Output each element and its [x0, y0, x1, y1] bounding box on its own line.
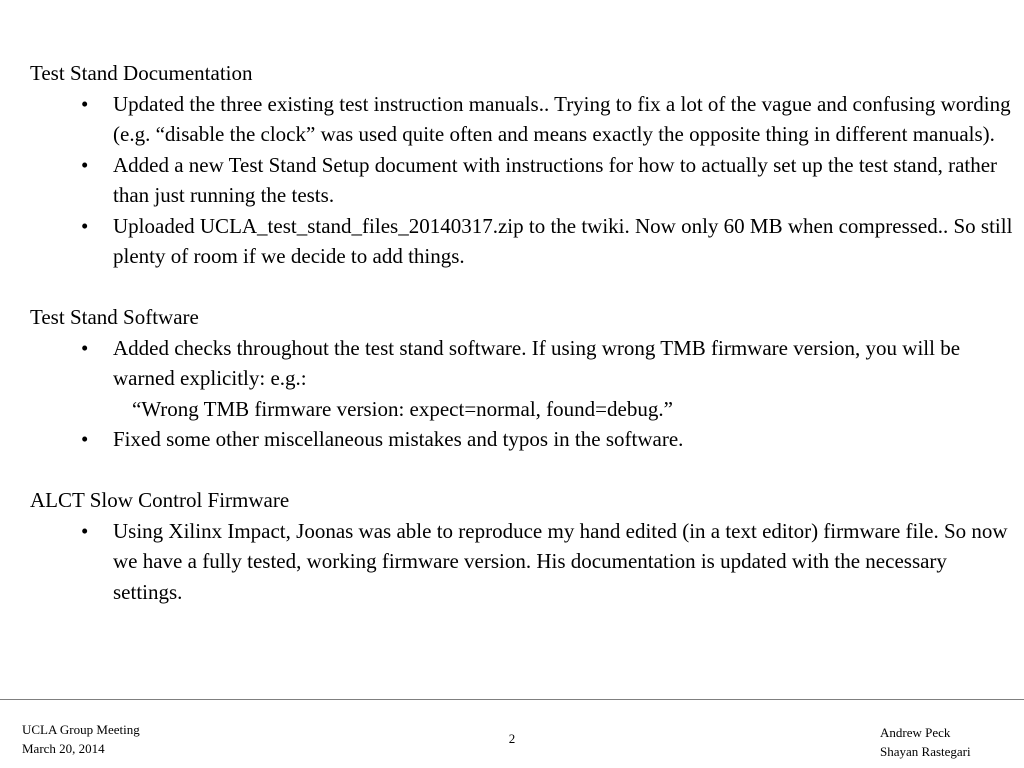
bullet-text: Using Xilinx Impact, Joonas was able to reproduce my hand edited (in a text editor) firmware file. So now we have a fully tested, working firmware version. His documentation is updated with the necessary settings. — [113, 518, 1008, 604]
slide-body — [30, 58, 1015, 607]
bullet-marker: • — [81, 213, 89, 238]
bullet-item — [30, 211, 1015, 272]
bullet-item — [30, 516, 1015, 608]
bullet-list — [30, 333, 1015, 455]
bullet-marker: • — [81, 518, 89, 543]
section-heading: ALCT Slow Control Firmware — [30, 488, 290, 512]
bullet-text: Updated the three existing test instruction manuals.. Trying to fix a lot of the vague and confusing wording (e.g. “disable the clock” was used quite often and means exactly the opposite thing in different manuals). — [113, 91, 1011, 146]
bullet-text: Added a new Test Stand Setup document with instructions for how to actually set up the test stand, rather than just running the tests. — [113, 152, 998, 207]
footer-divider — [0, 699, 1024, 700]
bullet-item — [30, 424, 1015, 455]
page-number: 2 — [508, 731, 516, 746]
section-heading: Test Stand Software — [30, 305, 199, 329]
section-test-stand-software — [30, 302, 1015, 455]
footer-author: Shayan Rastegari — [880, 744, 971, 759]
bullet-item — [30, 150, 1015, 211]
footer-meeting-name: UCLA Group Meeting — [22, 722, 140, 737]
footer-date: March 20, 2014 — [22, 741, 105, 756]
bullet-list — [30, 516, 1015, 608]
section-test-stand-documentation — [30, 58, 1015, 272]
footer-meeting-info — [22, 720, 140, 758]
footer-authors — [880, 723, 971, 761]
section-alct-slow-control-firmware — [30, 485, 1015, 607]
bullet-item — [30, 89, 1015, 150]
bullet-text: Added checks throughout the test stand software. If using wrong TMB firmware version, you will be warned explicitly: e.g.: — [113, 335, 961, 390]
bullet-marker: • — [81, 152, 89, 177]
bullet-marker: • — [81, 335, 89, 360]
bullet-text: Fixed some other miscellaneous mistakes and typos in the software. — [113, 427, 684, 451]
bullet-marker: • — [81, 427, 89, 451]
bullet-list — [30, 89, 1015, 272]
bullet-text: Uploaded UCLA_test_stand_files_20140317.zip to the twiki. Now only 60 MB when compressed.. So still plenty of room if we decide to add things. — [113, 213, 1013, 268]
bullet-item — [30, 333, 1015, 425]
quoted-warning-message: “Wrong TMB firmware version: expect=normal, found=debug.” — [132, 396, 673, 421]
footer-author: Andrew Peck — [880, 725, 951, 740]
section-heading: Test Stand Documentation — [30, 61, 253, 85]
bullet-marker: • — [81, 91, 89, 116]
